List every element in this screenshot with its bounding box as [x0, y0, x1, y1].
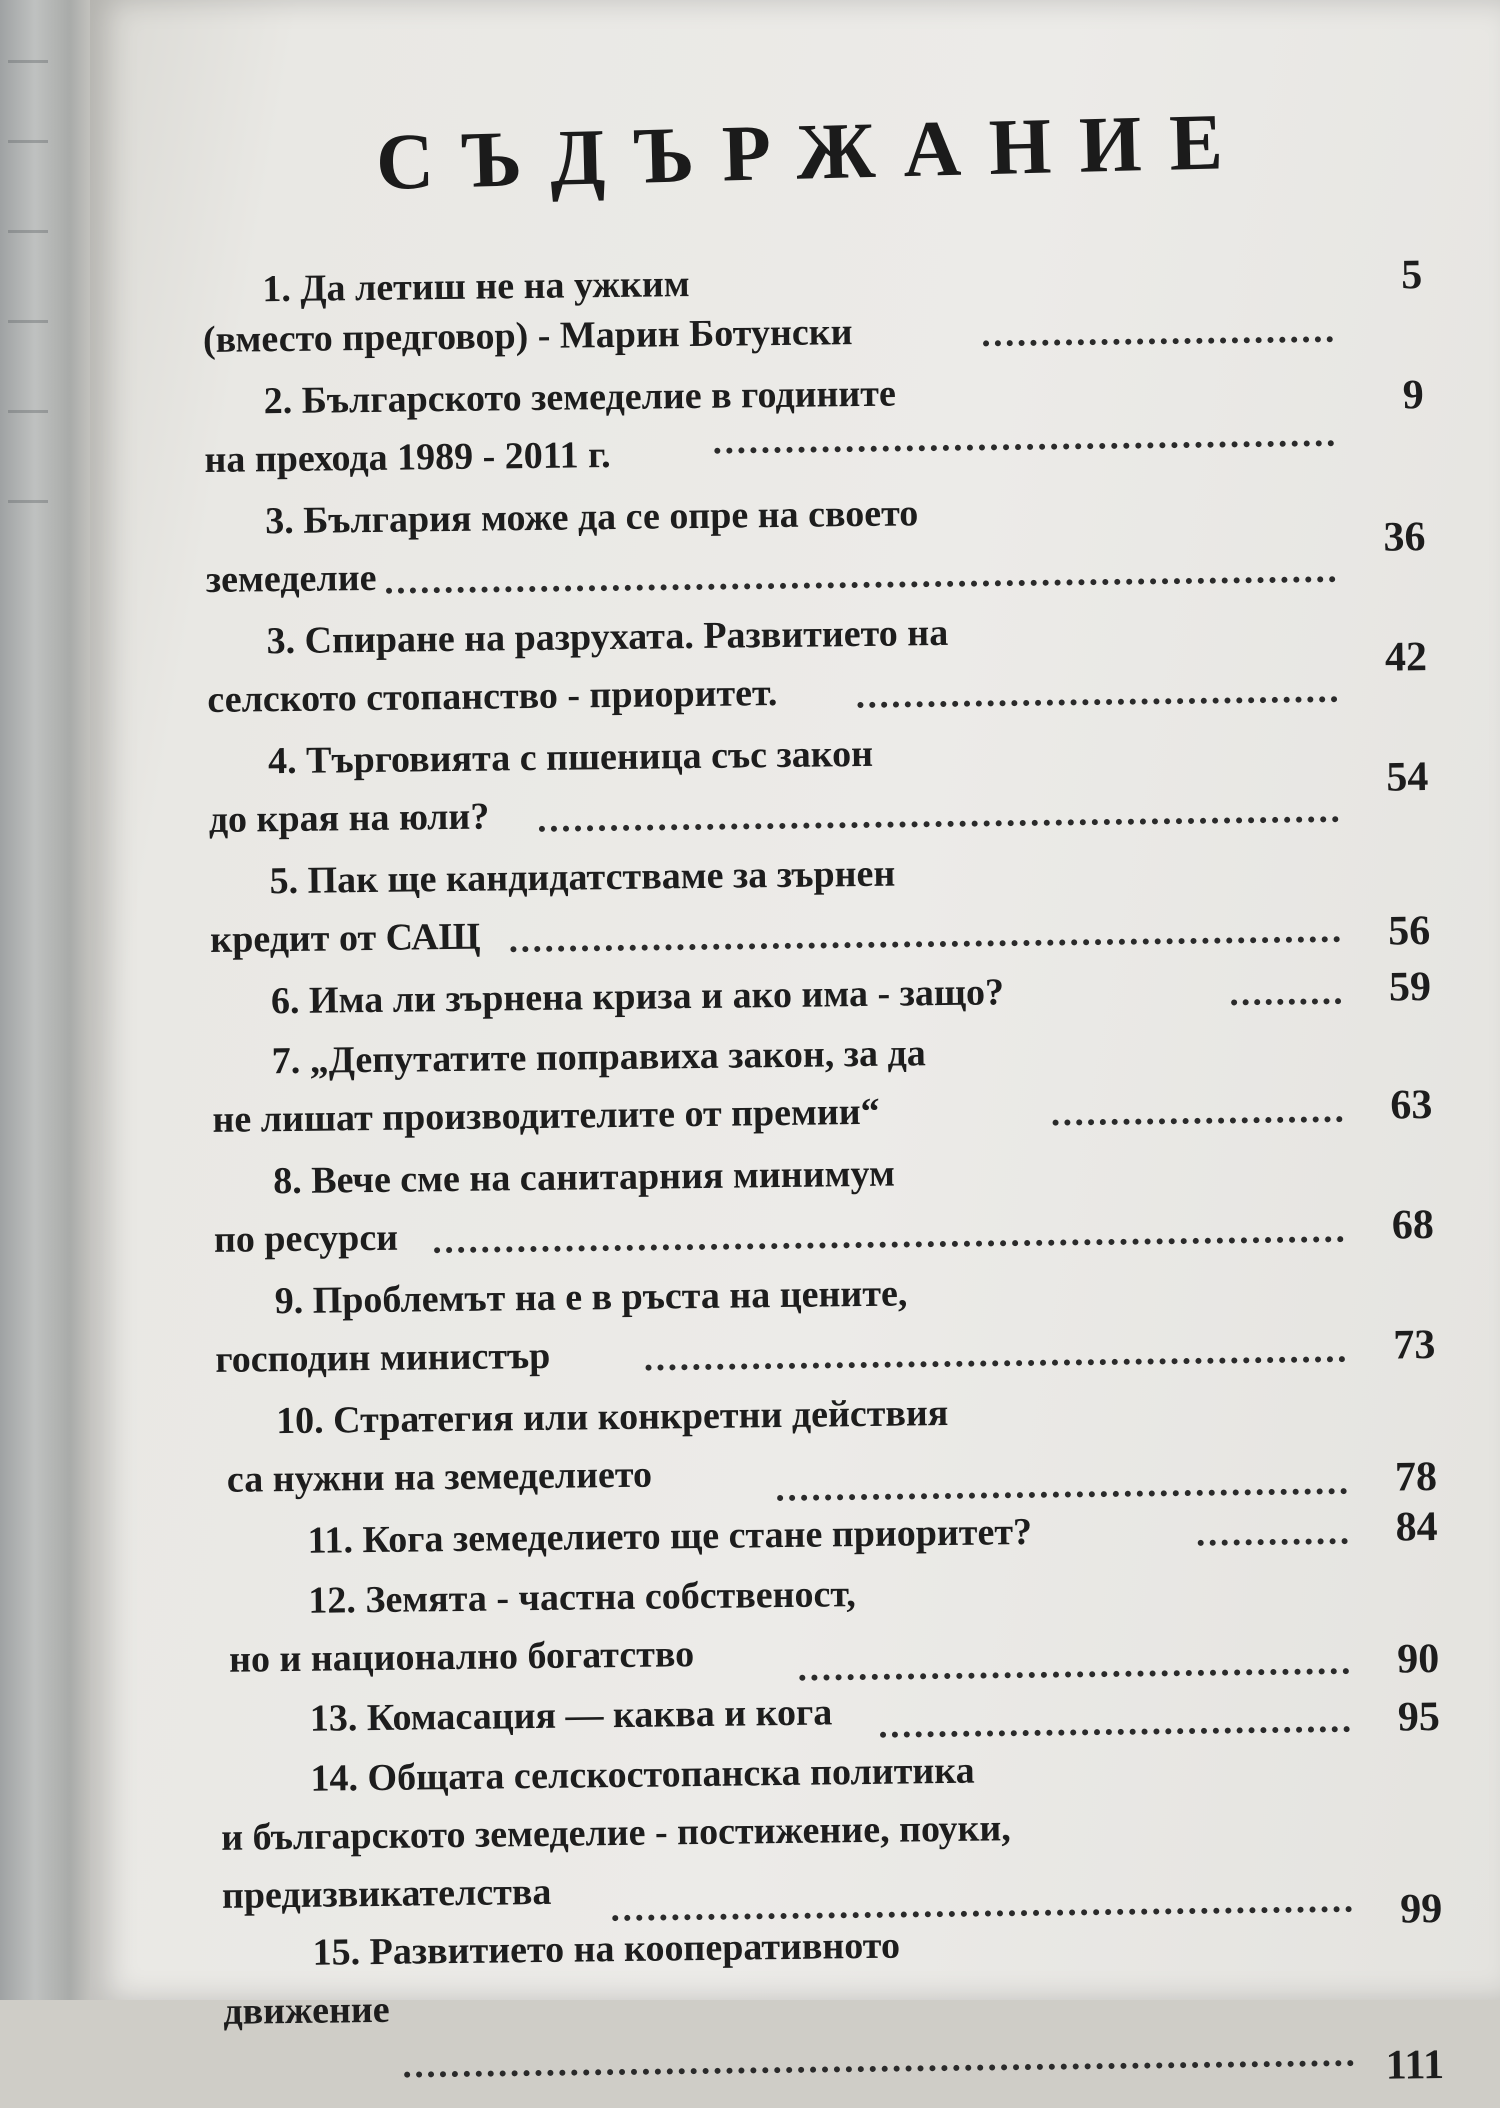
dot-leader	[434, 1236, 1344, 1253]
dot-leader	[880, 1726, 1350, 1738]
toc-page-number: 99	[1399, 1885, 1443, 1933]
toc-entry-title: на прехода 1989 - 2011 г.	[204, 434, 611, 481]
toc-entry-title: 13. Комасация — каква и кога	[309, 1691, 833, 1740]
toc-entry-title: земеделие	[205, 556, 377, 601]
toc-entry	[217, 1499, 1438, 1570]
toc-page-number: 59	[1388, 964, 1432, 1011]
toc-page-number: 36	[1383, 514, 1426, 561]
table-of-contents	[202, 247, 1445, 2089]
book-spine	[0, 0, 100, 2000]
toc-entry-title: селското стопанство - приоритет.	[207, 672, 778, 721]
toc-entry-title: движение	[223, 1988, 390, 2033]
dot-leader	[714, 440, 1334, 454]
toc-page-number: 84	[1395, 1504, 1438, 1551]
toc-entry-title: 10. Стратегия или конкретни действия	[275, 1391, 949, 1443]
toc-entry-title: но и национално богатство	[228, 1633, 695, 1681]
toc-page-number: 78	[1394, 1454, 1438, 1501]
toc-entry-title: 8. Вече сме на санитарния минимум	[272, 1152, 896, 1203]
toc-page-number: 68	[1391, 1202, 1435, 1249]
toc-entry	[219, 1677, 1440, 1748]
toc-entry-title: 3. Спиране на разрухата. Развитието на	[266, 611, 949, 663]
toc-page-number: 56	[1387, 908, 1431, 955]
toc-entry-title: предизвикателства	[221, 1870, 552, 1917]
toc-page-number: 42	[1384, 634, 1428, 681]
toc-page-number: 90	[1396, 1635, 1440, 1683]
toc-entry-title: 2. Българското земеделие в годините	[263, 372, 897, 423]
toc-page-number: 54	[1386, 754, 1429, 801]
toc-page-number: 5	[1400, 252, 1423, 299]
toc-entry-title: 7. „Депутатите поправиха закон, за да	[271, 1032, 926, 1083]
toc-page-number: 63	[1390, 1082, 1433, 1129]
toc-entry	[211, 959, 1432, 1030]
toc-entry-title: 3. България може да се опре на своето	[264, 492, 919, 543]
page-title: СЪДЪРЖАНИЕ	[375, 97, 1252, 207]
dot-leader	[857, 696, 1337, 708]
dot-leader	[1198, 1538, 1348, 1546]
toc-entry-title: (вместо предговор) - Марин Ботунски	[202, 311, 853, 361]
toc-entry-title: 5. Пак ще кандидатстваме за зърнен	[269, 852, 896, 903]
toc-entry-title: са нужни на земеделието	[226, 1453, 653, 1501]
toc-entry-title: 1. Да летиш не на ужким	[262, 263, 690, 311]
toc-entry-title: 4. Търговията с пшеница със закон	[267, 732, 874, 783]
toc-entry-title: и българското земеделие - постижение, поуки,	[220, 1807, 1012, 1859]
toc-entry-title: господин министър	[215, 1334, 551, 1381]
toc-entry-title: до края на юли?	[208, 795, 490, 841]
toc-entry-title: 15. Развитието на кооперативното	[312, 1924, 901, 1974]
dot-leader	[777, 1488, 1347, 1501]
dot-leader	[539, 816, 1339, 832]
toc-entry-title: 6. Има ли зърнена криза и ако има - защо?	[270, 971, 1005, 1023]
book-page	[90, 0, 1500, 2089]
toc-entry	[224, 2037, 1445, 2108]
toc-entry-title: не лишат производителите от премии“	[212, 1090, 880, 1141]
dot-leader	[510, 936, 1340, 952]
dot-leader	[1053, 1116, 1343, 1126]
dot-leader	[386, 576, 1336, 594]
toc-page-number: 73	[1393, 1322, 1436, 1369]
toc-page-number: 111	[1385, 2041, 1445, 2089]
toc-entry-title: 9. Проблемът на е в ръста на цените,	[274, 1272, 908, 1323]
toc-entry-title: 14. Общата селскостопанска политика	[310, 1749, 975, 1800]
toc-page-number: 95	[1397, 1693, 1441, 1741]
toc-page-number: 9	[1402, 372, 1424, 419]
toc-entry-title: кредит от САЩ	[210, 915, 481, 961]
dot-leader	[1231, 998, 1341, 1005]
dot-leader	[646, 1356, 1346, 1371]
toc-entry-title: 12. Земята - частна собственост,	[308, 1573, 856, 1622]
toc-entry-title: по ресурси	[213, 1216, 399, 1261]
toc-entry-title: 11. Кога земеделието ще стане приоритет?	[307, 1510, 1033, 1562]
dot-leader	[983, 336, 1333, 346]
